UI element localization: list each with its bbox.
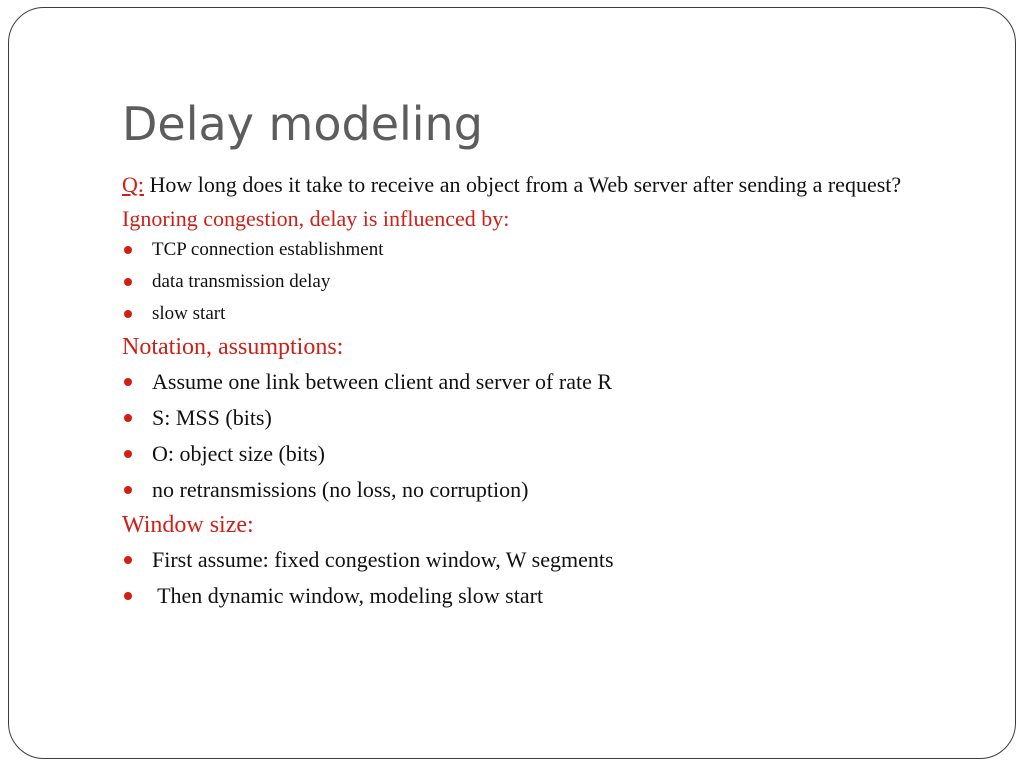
list-item-text: slow start	[152, 303, 226, 324]
section-heading-window-size: Window size:	[122, 512, 254, 538]
bullet-dot-icon	[124, 486, 132, 494]
list-item	[122, 302, 952, 326]
list-item	[122, 582, 952, 610]
notation-list	[122, 368, 952, 504]
question-text: How long does it take to receive an object from a Web server after sending a request?	[144, 172, 902, 197]
list-item	[122, 270, 952, 294]
slide-frame	[8, 7, 1016, 759]
question-label: Q:	[122, 172, 144, 197]
bullet-dot-icon	[124, 450, 132, 458]
window-size-list	[122, 546, 952, 610]
bullet-dot-icon	[124, 556, 132, 564]
list-item	[122, 440, 952, 468]
bullet-dot-icon	[124, 278, 132, 286]
list-item-text: Assume one link between client and server of rate R	[152, 369, 613, 394]
list-item	[122, 546, 952, 574]
bullet-dot-icon	[124, 310, 132, 318]
section-heading-notation: Notation, assumptions:	[122, 334, 344, 360]
list-item-text: First assume: fixed congestion window, W segments	[152, 547, 614, 572]
bullet-dot-icon	[124, 246, 132, 254]
list-item-text: data transmission delay	[152, 271, 331, 292]
list-item	[122, 476, 952, 504]
bullet-dot-icon	[124, 378, 132, 386]
slide-title: Delay modeling	[122, 97, 483, 151]
bullet-dot-icon	[124, 592, 132, 600]
list-item	[122, 238, 952, 262]
bullet-dot-icon	[124, 414, 132, 422]
list-item-text: TCP connection establishment	[152, 239, 384, 260]
list-item	[122, 404, 952, 432]
list-item-text: Then dynamic window, modeling slow start	[152, 583, 544, 608]
list-item-text: O: object size (bits)	[152, 441, 325, 466]
question-paragraph	[122, 171, 952, 198]
delay-factors-list	[122, 238, 952, 326]
list-item	[122, 368, 952, 396]
section-heading-delay-factors: Ignoring congestion, delay is influenced by:	[122, 206, 510, 231]
slide-body	[122, 171, 952, 618]
list-item-text: no retransmissions (no loss, no corruption)	[152, 477, 529, 502]
list-item-text: S: MSS (bits)	[152, 405, 272, 430]
